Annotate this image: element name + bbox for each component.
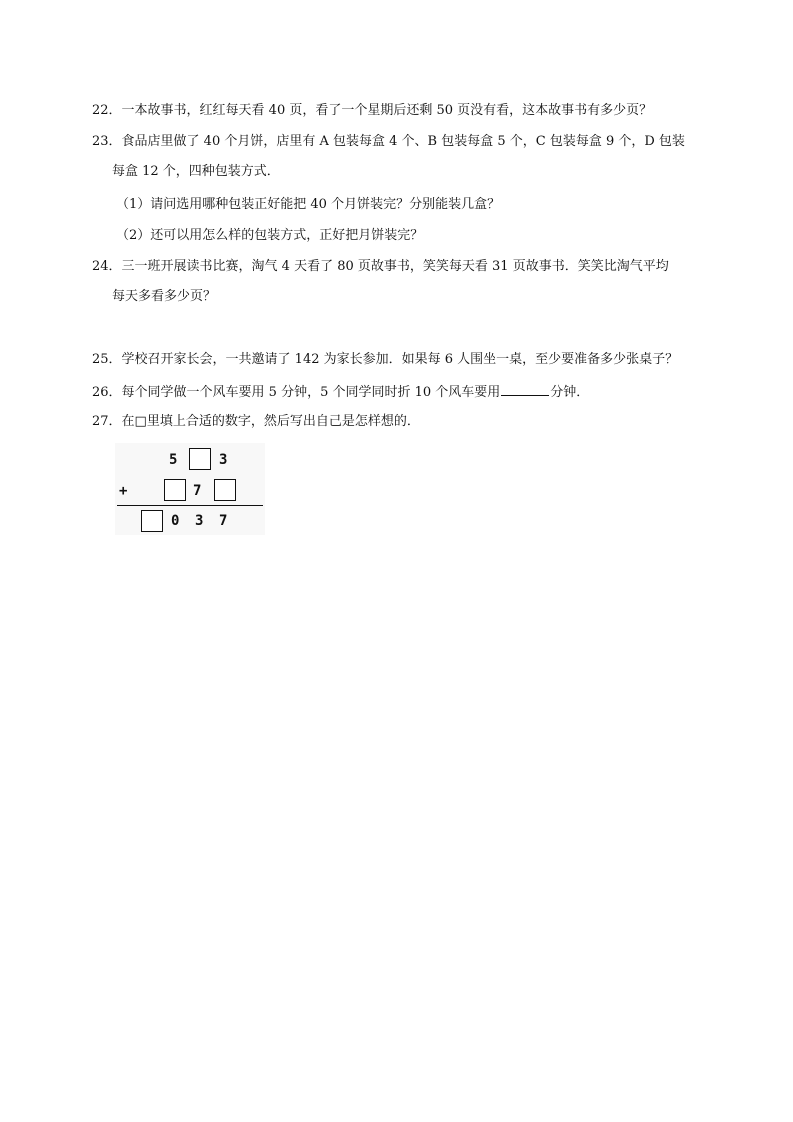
question-22: 22．一本故事书，红红每天看 40 页，看了一个星期后还剩 50 页没有看，这本故事书有多少页？ <box>92 103 653 118</box>
addition-figure <box>115 443 265 535</box>
digit-box[interactable] <box>141 510 163 532</box>
digit: 3 <box>219 452 228 468</box>
question-26-text-before: 26．每个同学做一个风车要用 5 分钟，5 个同学同时折 10 个风车要用 <box>92 385 501 400</box>
question-23-line1: 23．食品店里做了 40 个月饼，店里有 A 包装每盒 4 个、B 包装每盒 5 个，C 包装每盒 9 个，D 包装 <box>92 134 685 149</box>
question-24-line1: 24．三一班开展读书比赛，淘气 4 天看了 80 页故事书，笑笑每天看 31 页故事书．笑笑比淘气平均 <box>92 259 669 274</box>
question-26 <box>92 382 589 402</box>
question-27: 27．在□里填上合适的数字，然后写出自己是怎样想的． <box>92 414 420 429</box>
question-26-text-after: 分钟． <box>550 385 590 400</box>
question-25: 25．学校召开家长会，一共邀请了 142 为家长参加．如果每 6 人围坐一桌，至少要准备多少张桌子？ <box>92 352 679 367</box>
question-24-line2: 每天多看多少页？ <box>112 289 217 304</box>
digit: 7 <box>219 513 228 529</box>
question-23-line2: 每盒 12 个，四种包装方式． <box>112 164 280 179</box>
question-23-sub2: （2）还可以用怎么样的包装方式，正好把月饼装完？ <box>116 228 424 243</box>
digit: 7 <box>193 483 202 499</box>
question-23-sub1: （1）请问选用哪种包装正好能把 40 个月饼装完？分别能装几盒？ <box>116 197 501 212</box>
digit-box[interactable] <box>189 448 211 470</box>
digit: 5 <box>169 452 178 468</box>
digit: 0 <box>171 513 180 529</box>
answer-blank[interactable] <box>501 382 549 396</box>
digit: 3 <box>195 513 204 529</box>
sum-line <box>117 505 263 506</box>
digit-box[interactable] <box>214 479 236 501</box>
plus-sign: + <box>119 483 128 499</box>
digit-box[interactable] <box>164 479 186 501</box>
